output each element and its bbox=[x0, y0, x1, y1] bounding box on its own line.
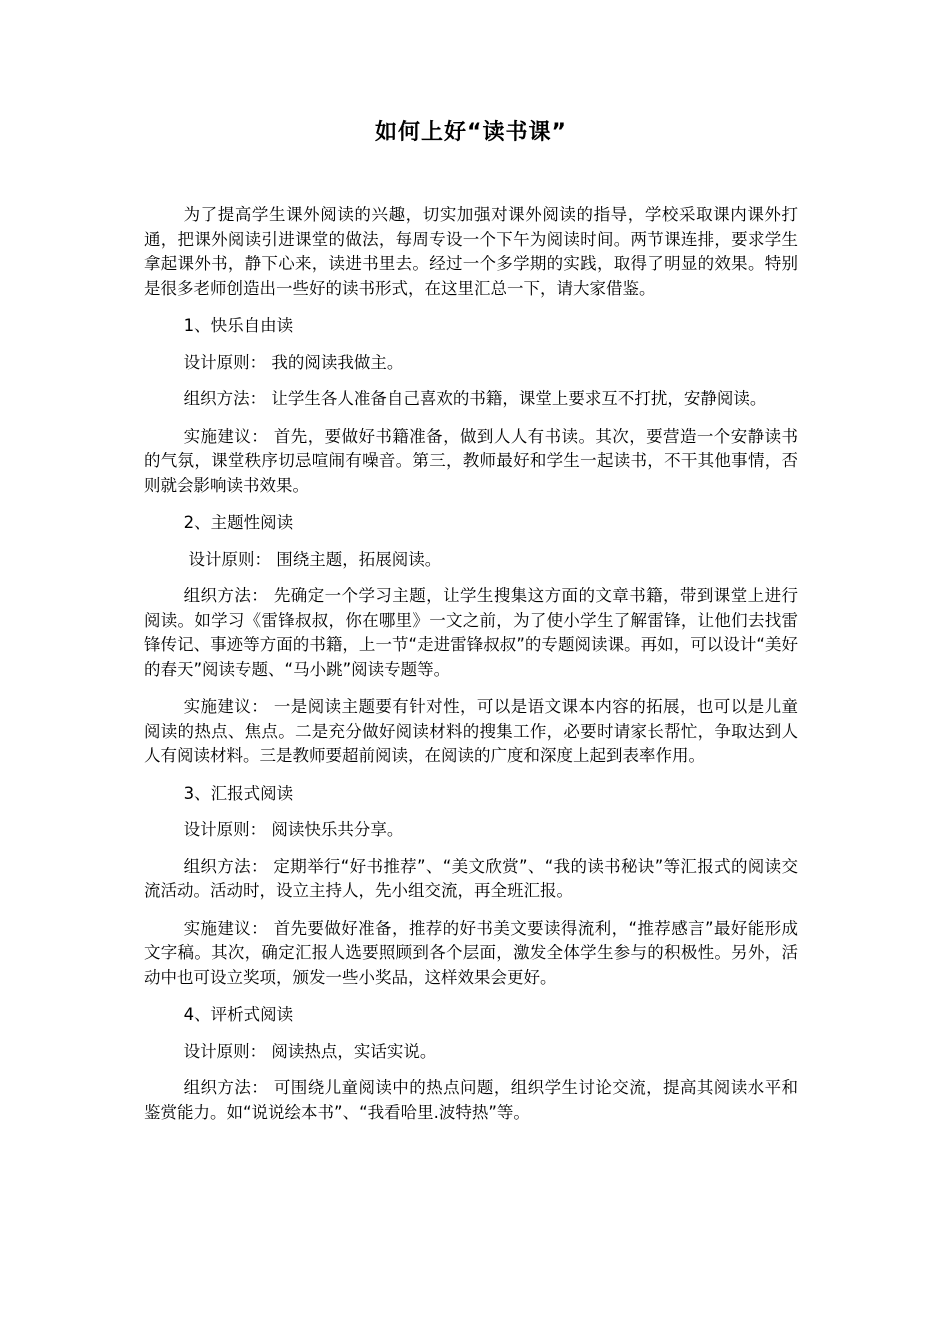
section-heading-2: 2、主题性阅读 bbox=[183, 513, 294, 532]
design-principle-3: 设计原则： 阅读快乐共分享。 bbox=[183, 820, 404, 839]
design-principle-2: 设计原则： 围绕主题，拓展阅读。 bbox=[188, 549, 442, 569]
implementation-advice-3: 实施建议： 首先要做好准备，推荐的好书美文要读得流利，“推荐感言”最好能形成文字稿。其次，确定汇报人选要照顾到各个层面，激发全体学生参与的积极性。另外，活动中也可设立奖项，颁发一些小奖品，这样效果会更好。 bbox=[144, 918, 798, 987]
document-body bbox=[144, 203, 798, 1138]
intro-paragraph: 为了提高学生课外阅读的兴趣，切实加强对课外阅读的指导，学校采取课内课外打通，把课外阅读引进课堂的做法，每周专设一个下午为阅读时间。两节课连排，要求学生拿起课外书，静下心来，读进书里去。经过一个多学期的实践，取得了明显的效果。特别是很多老师创造出一些好的读书形式，在这里汇总一下，请大家借鉴。 bbox=[144, 205, 798, 298]
organization-method-3: 组织方法： 定期举行“好书推荐”、“美文欣赏”、“我的读书秘诀”等汇报式的阅读交流活动。活动时，设立主持人，先小组交流，再全班汇报。 bbox=[144, 856, 798, 900]
design-principle-4: 设计原则： 阅读热点，实话实说。 bbox=[183, 1041, 437, 1061]
organization-method-4: 组织方法： 可围绕儿童阅读中的热点问题，组织学生讨论交流，提高其阅读水平和鉴赏能力。如“说说绘本书”、“我看哈里.波特热”等。 bbox=[144, 1078, 798, 1122]
implementation-advice-2: 实施建议： 一是阅读主题要有针对性，可以是语文课本内容的拓展，也可以是儿童阅读的热点、焦点。二是充分做好阅读材料的搜集工作，必要时请家长帮忙，争取达到人人有阅读材料。三是教师要超前阅读，在阅读的广度和深度上起到表率作用。 bbox=[144, 697, 798, 765]
section-heading-3: 3、汇报式阅读 bbox=[183, 783, 294, 803]
organization-method-1: 组织方法： 让学生各人准备自己喜欢的书籍，课堂上要求互不打扰，安静阅读。 bbox=[183, 389, 767, 408]
section-heading-4: 4、评析式阅读 bbox=[183, 1005, 294, 1024]
organization-method-2: 组织方法： 先确定一个学习主题，让学生搜集这方面的文章书籍，带到课堂上进行阅读。如学习《雷锋叔叔，你在哪里》一文之前，为了使小学生了解雷锋，让他们去找雷锋传记、事迹等方面的书籍，上一节“走进雷锋叔叔”的专题阅读课。再如，可以设计“美好的春天”阅读专题、“马小跳”阅读专题等。 bbox=[144, 586, 798, 679]
design-principle-1: 设计原则： 我的阅读我做主。 bbox=[183, 352, 404, 372]
document-title: 如何上好“读书课” bbox=[375, 120, 567, 145]
section-heading-1: 1、快乐自由读 bbox=[183, 316, 294, 335]
implementation-advice-1: 实施建议： 首先，要做好书籍准备，做到人人有书读。其次，要营造一个安静读书的气氛，课堂秩序切忌喧闹有噪音。第三，教师最好和学生一起读书，不干其他事情，否则就会影响读书效果。 bbox=[144, 426, 798, 495]
